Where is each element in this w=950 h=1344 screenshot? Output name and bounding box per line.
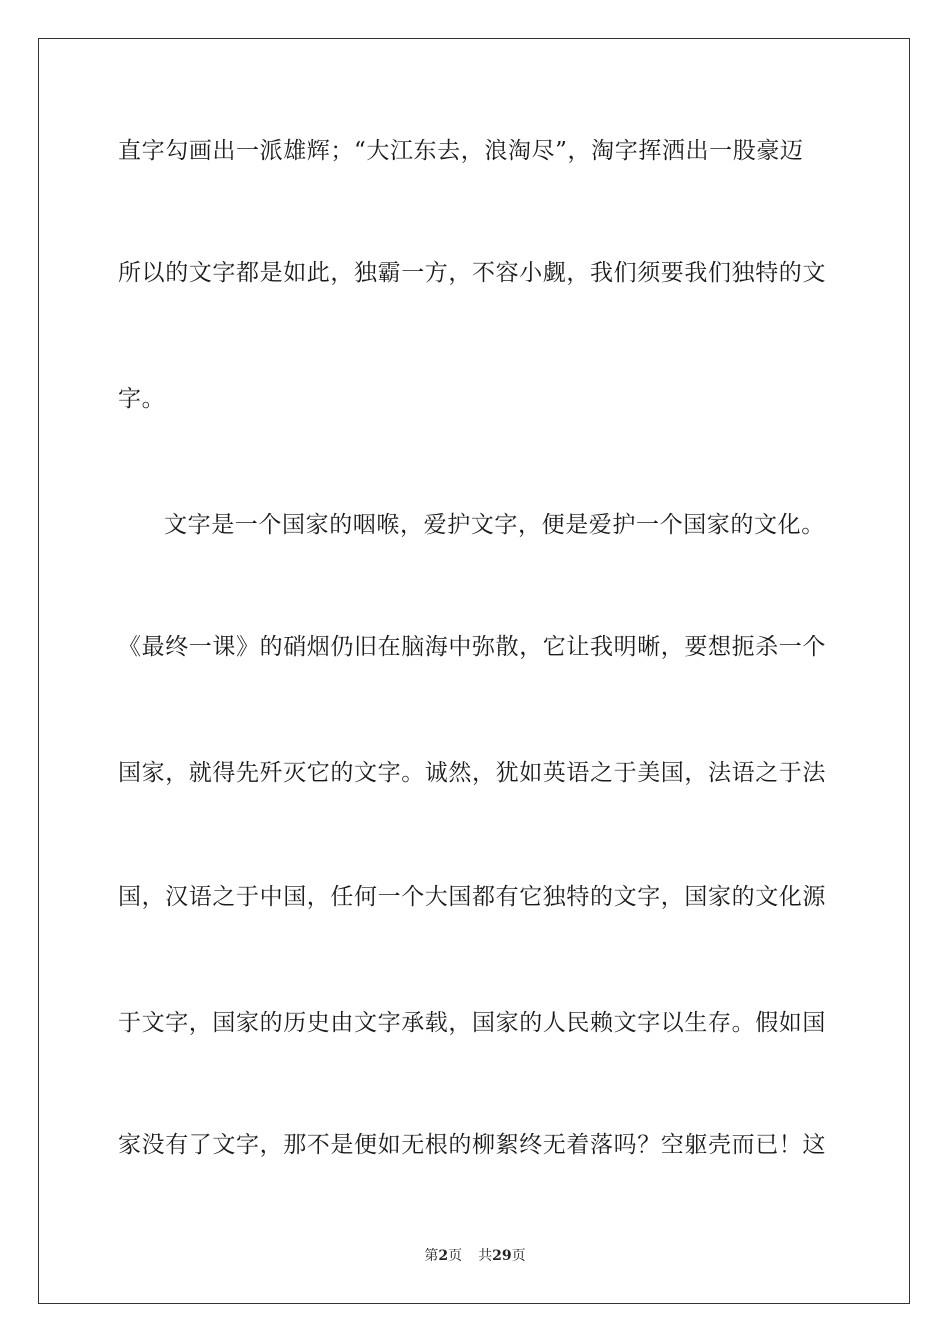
text-line-9: 家没有了文字，那不是便如无根的柳絮终无着落吗？空躯壳而已！这 (118, 1132, 826, 1158)
text-line-3: 字。 (118, 386, 166, 412)
text-line-5: 《最终一课》的硝烟仍旧在脑海中弥散，它让我明晰，要想扼杀一个 (118, 634, 826, 660)
total-label-suffix: 页 (511, 1248, 526, 1264)
text-line-7: 国，汉语之于中国，任何一个大国都有它独特的文字，国家的文化源 (118, 884, 826, 910)
total-pages: 29 (492, 1248, 512, 1264)
page-number: 2 (438, 1248, 449, 1264)
page-footer (0, 1246, 950, 1266)
page-label-prefix: 第 (424, 1248, 439, 1264)
total-label-prefix: 共 (478, 1248, 493, 1264)
page-border (38, 38, 910, 1304)
paragraph-start-line: 文字是一个国家的咽喉，爱护文字，便是爱护一个国家的文化。 (164, 512, 825, 538)
text-line-6: 国家，就得先歼灭它的文字。诚然，犹如英语之于美国，法语之于法 (118, 760, 826, 786)
text-line-2: 所以的文字都是如此，独霸一方，不容小觑，我们须要我们独特的文 (118, 260, 826, 286)
text-line-8: 于文字，国家的历史由文字承载，国家的人民赖文字以生存。假如国 (118, 1010, 826, 1036)
text-line-1: 直字勾画出一派雄辉；“大江东去，浪淘尽”，淘字挥洒出一股豪迈 (118, 138, 804, 164)
page-label-suffix: 页 (448, 1248, 463, 1264)
